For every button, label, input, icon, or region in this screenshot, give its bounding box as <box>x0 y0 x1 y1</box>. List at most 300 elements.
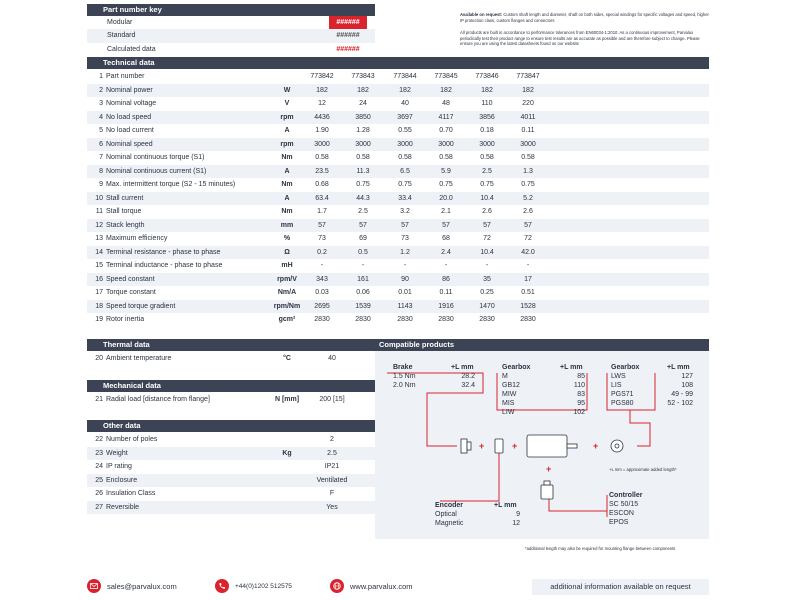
row-value: - <box>361 262 365 269</box>
row-unit: A <box>284 167 290 175</box>
technical-row <box>87 246 709 259</box>
row-value: 2.6 <box>482 208 492 215</box>
row-value: 33.4 <box>398 194 412 202</box>
row-value: 10.4 <box>480 194 494 202</box>
row-value: 3850 <box>355 113 371 121</box>
row-unit: rpm <box>280 140 294 148</box>
row-unit: A <box>284 127 290 134</box>
row-unit: Nm <box>281 154 293 161</box>
row-value: 72 <box>524 235 532 242</box>
row-value: 57 <box>524 221 532 229</box>
row-value: 57 <box>318 221 326 229</box>
row-value: 0.01 <box>398 289 412 296</box>
row-number: 9 <box>99 181 103 188</box>
row-value: 35 <box>483 275 491 283</box>
row-value: 57 <box>483 221 491 229</box>
row-value: 4011 <box>520 113 536 121</box>
other-row <box>87 460 375 473</box>
row-value: Yes <box>326 504 338 511</box>
technical-row <box>87 192 709 205</box>
row-value: 48 <box>442 100 450 107</box>
row-value: 0.11 <box>521 127 535 134</box>
technical-row <box>87 313 709 326</box>
part-key-header: Part number key <box>87 4 375 16</box>
row-value: 1528 <box>520 302 536 310</box>
row-label: Stack length <box>106 221 145 229</box>
row-unit: A <box>284 194 290 202</box>
row-value: 2.1 <box>441 208 451 215</box>
footer-web[interactable] <box>330 579 413 593</box>
product-length: 12 <box>512 520 520 527</box>
row-label: Torque constant <box>106 289 156 296</box>
encoder-header: Encoder <box>435 502 464 509</box>
technical-row <box>87 259 709 272</box>
row-number: 11 <box>95 208 103 215</box>
row-value: 0.75 <box>356 181 370 188</box>
row-value: 57 <box>442 221 450 229</box>
row-unit: W <box>283 86 291 94</box>
product-length: 28.2 <box>461 373 475 380</box>
row-value: 20.0 <box>439 194 453 202</box>
row-unit: rpm <box>280 113 294 121</box>
row-value: 0.58 <box>521 154 535 161</box>
row-label: Terminal inductance - phase to phase <box>106 262 223 269</box>
row-value: 1.3 <box>523 167 533 175</box>
compatible-products-diagram <box>375 351 709 539</box>
technical-data-header: Technical data <box>87 57 709 69</box>
row-value: 0.75 <box>398 181 412 188</box>
product-name: SC 50/15 <box>609 501 639 508</box>
row-unit: N [mm] <box>274 396 300 403</box>
footer-info-box: additional information available on request <box>532 579 709 595</box>
row-unit: Nm <box>281 181 293 188</box>
row-label: Speed constant <box>106 275 155 283</box>
motor-part <box>527 435 577 457</box>
row-value: 3697 <box>397 113 413 121</box>
technical-row <box>87 273 709 286</box>
part-key-value: ###### <box>336 32 360 40</box>
row-value: 12 <box>318 100 326 107</box>
row-value: 0.06 <box>356 289 370 296</box>
web-text[interactable]: www.parvalux.com <box>350 581 413 591</box>
row-number: 10 <box>95 194 103 202</box>
other-row <box>87 474 375 487</box>
brake-header: Brake <box>393 364 413 371</box>
row-value: 2830 <box>397 316 413 323</box>
row-value: 2830 <box>520 316 536 323</box>
row-value: 0.68 <box>315 181 329 188</box>
product-length: 127 <box>681 373 693 380</box>
row-value: 0.58 <box>356 154 370 161</box>
row-unit: Nm <box>281 208 293 215</box>
row-value: 182 <box>357 86 369 94</box>
row-number: 8 <box>99 167 103 175</box>
row-number: 12 <box>95 221 103 229</box>
row-value: 3000 <box>520 140 536 148</box>
product-name: Optical <box>435 511 457 518</box>
row-number: 14 <box>95 248 103 256</box>
gearbox2-header: Gearbox <box>611 364 640 371</box>
technical-row <box>87 205 709 218</box>
plus-2: + <box>512 441 518 451</box>
row-number: 20 <box>95 355 103 362</box>
row-value: 10.4 <box>480 248 494 256</box>
row-value: 40 <box>401 100 409 107</box>
brake-part <box>461 439 471 453</box>
row-value: 1143 <box>397 302 413 310</box>
row-value: - <box>485 262 489 269</box>
row-value: 0.75 <box>480 181 494 188</box>
thermal-row <box>87 352 375 365</box>
other-row <box>87 487 375 500</box>
row-value: 0.11 <box>439 289 453 296</box>
product-name: PGS80 <box>611 400 634 407</box>
other-row <box>87 433 375 446</box>
product-length: 9 <box>516 511 520 518</box>
product-name: MIS <box>502 400 515 407</box>
row-value: 1.7 <box>317 208 327 215</box>
row-value: 57 <box>359 221 367 229</box>
row-value: 182 <box>316 86 328 94</box>
part-key-label: Modular <box>107 19 133 26</box>
gearbox2-l-header: +L mm <box>667 364 690 371</box>
row-unit: Nm/A <box>277 289 297 296</box>
product-name: EPOS <box>609 519 629 526</box>
row-value: 2.6 <box>523 208 533 215</box>
row-number: 4 <box>99 113 103 121</box>
brake-l-header: +L mm <box>451 364 474 371</box>
row-number: 13 <box>95 235 103 242</box>
row-label: Maximum efficiency <box>106 235 168 242</box>
row-number: 16 <box>95 275 103 283</box>
row-value: 0.2 <box>317 248 327 256</box>
row-value: 86 <box>442 275 450 283</box>
row-value: 3000 <box>397 140 413 148</box>
row-value: 4117 <box>438 113 454 121</box>
product-length: 32.4 <box>461 382 475 389</box>
row-value: 182 <box>481 86 493 94</box>
gearbox1-header: Gearbox <box>502 364 531 371</box>
technical-row <box>87 165 709 178</box>
row-number: 17 <box>95 289 103 296</box>
row-number: 22 <box>95 436 103 443</box>
row-value: 0.03 <box>315 289 329 296</box>
part-key-row <box>87 16 375 29</box>
row-value: 5.9 <box>441 167 451 175</box>
row-unit: mH <box>281 262 293 269</box>
technical-row <box>87 138 709 151</box>
row-value: 0.55 <box>398 127 412 134</box>
row-label: Weight <box>106 449 128 457</box>
row-number: 7 <box>99 154 103 161</box>
approx-length-legend: +L mm = approximate added length* <box>609 467 677 472</box>
row-value: 773846 <box>475 73 499 80</box>
row-value: 73 <box>401 235 409 242</box>
row-label: Nominal speed <box>106 140 153 148</box>
row-value: IP21 <box>324 463 340 471</box>
footer-phone[interactable] <box>215 579 292 593</box>
other-row <box>87 501 375 514</box>
row-value: 5.2 <box>523 194 533 202</box>
row-number: 24 <box>95 463 103 471</box>
row-label: Enclosure <box>106 476 138 484</box>
row-label: IP rating <box>106 463 132 471</box>
row-label: Nominal voltage <box>106 100 157 107</box>
row-unit: rpm/Nm <box>273 302 301 310</box>
product-length: 108 <box>681 382 693 389</box>
row-value: 42.0 <box>521 248 535 256</box>
row-value: 2.5 <box>482 167 492 175</box>
email-icon <box>87 579 101 593</box>
part-key-value: ###### <box>329 16 367 29</box>
row-number: 5 <box>99 127 103 134</box>
row-value: 1.90 <box>315 127 329 134</box>
row-label: Nominal continuous torque (S1) <box>106 154 205 161</box>
row-value: 69 <box>359 235 367 242</box>
row-unit: V <box>284 100 290 107</box>
row-value: 2.5 <box>327 449 337 457</box>
mechanical-row <box>87 393 375 406</box>
part-key-label: Standard <box>107 32 136 40</box>
row-label: Ambient temperature <box>106 355 172 362</box>
footnote: *additional length may also be required for mounting flange between components <box>525 546 676 551</box>
row-label: Max. intermittent torque (S2 - 15 minutes) <box>106 181 236 188</box>
product-name: Magnetic <box>435 520 464 527</box>
row-value: 0.58 <box>398 154 412 161</box>
row-value: 0.25 <box>480 289 494 296</box>
technical-row <box>87 70 709 83</box>
row-label: Speed torque gradient <box>106 302 176 310</box>
row-value: 17 <box>524 275 532 283</box>
other-data-header: Other data <box>87 420 375 432</box>
available-note <box>460 12 710 23</box>
row-value: 3000 <box>479 140 495 148</box>
row-value: 3.2 <box>400 208 410 215</box>
product-length: 49 - 99 <box>671 391 693 398</box>
technical-row <box>87 219 709 232</box>
gearbox1-l-header: +L mm <box>560 364 583 371</box>
product-name: 1.5 Nm <box>393 373 416 380</box>
row-value: 2.4 <box>441 248 451 256</box>
row-label: Reversible <box>106 504 140 511</box>
row-value: 110 <box>481 100 493 107</box>
row-value: 0.5 <box>358 248 368 256</box>
row-label: Rotor inertia <box>106 316 145 323</box>
row-unit: °C <box>283 355 291 362</box>
row-value: 3000 <box>355 140 371 148</box>
row-value: 57 <box>401 221 409 229</box>
row-number: 27 <box>95 504 103 511</box>
part-key-label: Calculated data <box>107 45 156 53</box>
row-number: 6 <box>99 140 103 148</box>
product-name: LIW <box>502 409 515 416</box>
row-value: 0.58 <box>315 154 329 161</box>
row-value: 1539 <box>355 302 371 310</box>
part-key-row <box>87 29 375 42</box>
row-value: 23.5 <box>315 167 329 175</box>
email-text[interactable]: sales@parvalux.com <box>107 581 177 591</box>
row-value: 2830 <box>479 316 495 323</box>
row-unit: mm <box>280 221 294 229</box>
product-length: 83 <box>577 391 585 398</box>
row-value: 0.18 <box>480 127 494 134</box>
row-value: 1.2 <box>400 248 410 256</box>
row-value: 2830 <box>314 316 330 323</box>
row-label: Part number <box>106 73 145 80</box>
row-label: Number of poles <box>106 436 158 443</box>
product-length: 102 <box>573 409 585 416</box>
phone-icon <box>215 579 229 593</box>
row-value: F <box>329 490 335 498</box>
row-value: 3856 <box>479 113 495 121</box>
technical-row <box>87 124 709 137</box>
row-label: No load current <box>106 127 154 134</box>
row-value: 182 <box>399 86 411 94</box>
row-value: 0.75 <box>521 181 535 188</box>
row-label: Radial load [distance from flange] <box>106 396 210 403</box>
product-name: PGS71 <box>611 391 634 398</box>
row-value: 220 <box>522 100 534 107</box>
technical-row <box>87 286 709 299</box>
technical-row <box>87 232 709 245</box>
row-value: 6.5 <box>400 167 410 175</box>
row-value: - <box>444 262 448 269</box>
product-name: GB12 <box>502 382 520 389</box>
product-length: 95 <box>577 400 585 407</box>
compatible-products-header: Compatible products <box>375 339 709 351</box>
disclaimer-note: All products are built in accordance to performance tolerances from EN60034-1:2010. As a continuous improvement, Parvalux periodically test their product range to ensure test results are as accurate as possible and are therefore subject to change. Please ensure you are using the latest datasheets found on our website <box>460 30 700 47</box>
row-label: Terminal resistance - phase to phase <box>106 248 221 256</box>
row-value: 72 <box>483 235 491 242</box>
globe-icon <box>330 579 344 593</box>
product-name: 2.0 Nm <box>393 382 416 389</box>
mechanical-data-header: Mechanical data <box>87 380 375 392</box>
technical-row <box>87 178 709 191</box>
row-value: 1916 <box>438 302 454 310</box>
row-value: 2.5 <box>358 208 368 215</box>
row-value: 0.58 <box>480 154 494 161</box>
row-label: Nominal power <box>106 86 153 94</box>
row-unit: rpm/V <box>277 275 297 283</box>
row-value: 773847 <box>516 73 540 80</box>
row-value: 2695 <box>314 302 330 310</box>
encoder-part <box>495 439 503 453</box>
row-value: 200 [15] <box>319 396 345 403</box>
product-name: ESCON <box>609 510 634 517</box>
row-value: 1470 <box>479 302 495 310</box>
footer-email[interactable] <box>87 579 177 593</box>
row-value: 0.70 <box>439 127 453 134</box>
row-value: 63.4 <box>315 194 329 202</box>
row-value: 1.28 <box>356 127 370 134</box>
row-label: Nominal continuous current (S1) <box>106 167 207 175</box>
row-value: 773843 <box>351 73 375 80</box>
row-value: - <box>526 262 530 269</box>
row-label: Stall torque <box>106 208 142 215</box>
row-value: 0.58 <box>439 154 453 161</box>
part-key-row <box>87 43 375 56</box>
row-value: 161 <box>357 275 369 283</box>
row-value: - <box>403 262 407 269</box>
row-value: 68 <box>442 235 450 242</box>
row-value: 182 <box>440 86 452 94</box>
part-key-value: ###### <box>336 45 360 53</box>
product-name: LIS <box>611 382 622 389</box>
plus-4: + <box>546 464 552 474</box>
row-label: Insulation Class <box>106 490 156 498</box>
row-number: 2 <box>99 86 103 94</box>
row-number: 21 <box>95 396 103 403</box>
product-name: MIW <box>502 391 517 398</box>
available-label: Available on request: <box>460 12 503 17</box>
plus-3: + <box>593 441 599 451</box>
row-value: - <box>320 262 324 269</box>
row-number: 1 <box>99 73 103 80</box>
product-length: 52 - 102 <box>667 400 693 407</box>
row-value: 773844 <box>393 73 417 80</box>
row-value: 773842 <box>310 73 334 80</box>
row-value: 0.75 <box>439 181 453 188</box>
row-label: Stall current <box>106 194 144 202</box>
row-value: Ventilated <box>316 476 348 484</box>
row-value: 773845 <box>434 73 458 80</box>
row-value: 3000 <box>438 140 454 148</box>
plus-1: + <box>479 441 485 451</box>
row-value: 2830 <box>355 316 371 323</box>
row-value: 2830 <box>438 316 454 323</box>
product-length: 110 <box>573 382 585 389</box>
row-value: 90 <box>401 275 409 283</box>
row-unit: Ω <box>284 248 290 256</box>
row-number: 26 <box>95 490 103 498</box>
product-length: 85 <box>577 373 585 380</box>
row-number: 25 <box>95 476 103 484</box>
row-unit: Kg <box>282 449 292 457</box>
thermal-data-header: Thermal data <box>87 339 375 351</box>
controller-header: Controller <box>609 492 643 499</box>
technical-row <box>87 84 709 97</box>
row-number: 19 <box>95 316 103 323</box>
technical-row <box>87 151 709 164</box>
product-name: M <box>502 373 508 380</box>
row-value: 2 <box>330 436 334 443</box>
row-value: 24 <box>359 100 367 107</box>
row-number: 3 <box>99 100 103 107</box>
product-name: LWS <box>611 373 626 380</box>
technical-row <box>87 97 709 110</box>
technical-row <box>87 111 709 124</box>
row-value: 11.3 <box>356 167 370 175</box>
available-text: Custom shaft length and diameter, shaft on both sides, special windings for specific voltages and speed, higher IP protection class, custom flanges and connectors <box>460 12 709 23</box>
row-number: 15 <box>95 262 103 269</box>
technical-row <box>87 300 709 313</box>
row-number: 23 <box>95 449 103 457</box>
row-number: 18 <box>95 302 103 310</box>
row-value: 3000 <box>314 140 330 148</box>
row-unit: % <box>283 235 291 242</box>
row-value: 73 <box>318 235 326 242</box>
phone-text[interactable]: +44(0)1202 512575 <box>235 582 292 590</box>
encoder-l-header: +L mm <box>494 502 517 509</box>
row-value: 4436 <box>314 113 330 121</box>
row-value: 182 <box>522 86 534 94</box>
gear-part <box>611 440 623 452</box>
controller-part <box>541 481 553 499</box>
row-label: No load speed <box>106 113 152 121</box>
row-value: 0.51 <box>521 289 535 296</box>
row-value: 343 <box>316 275 328 283</box>
row-value: 40 <box>328 355 336 362</box>
